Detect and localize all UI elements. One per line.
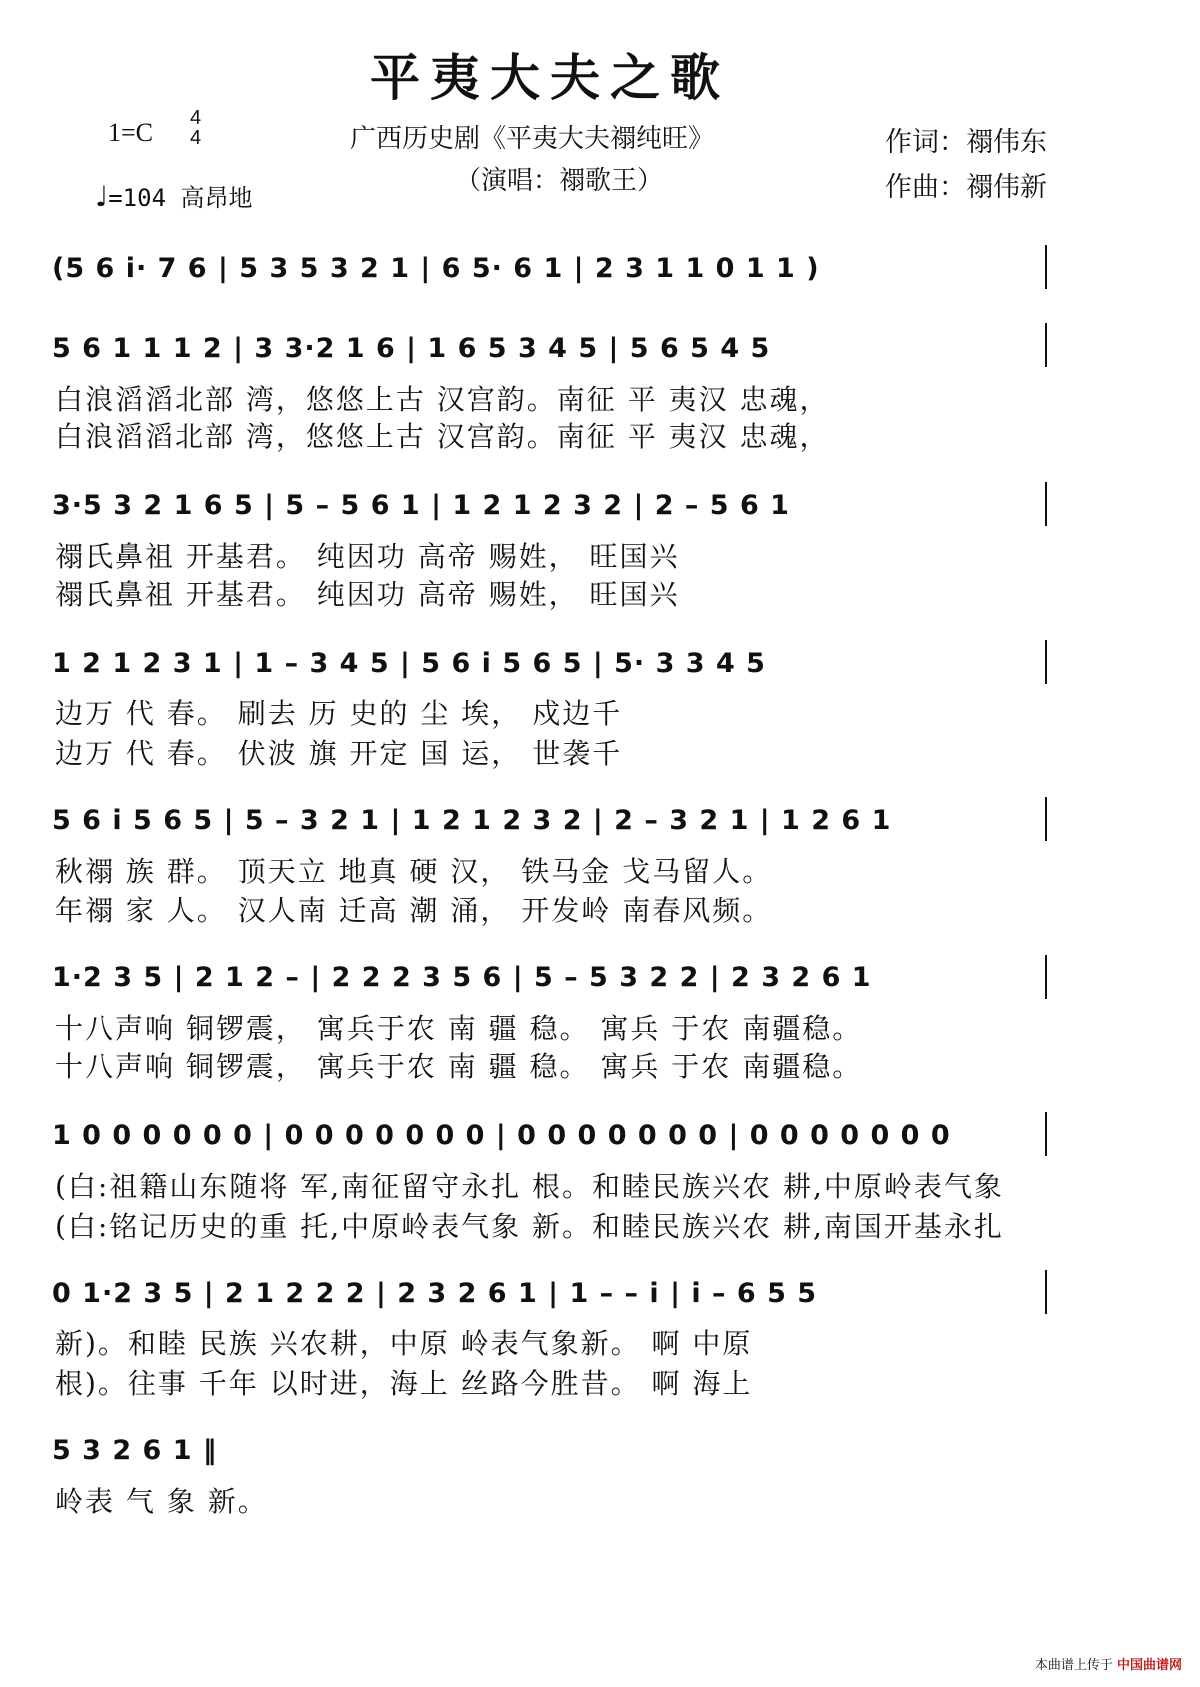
notation-line: 3·5 3 2 1 6 5 | 5 – 5 6 1 | 1 2 1 2 3 2 | 2 – 5 6 1 bbox=[52, 490, 790, 521]
notation-line: 1·2 3 5 | 2 1 2 – | 2 2 2 3 5 6 | 5 – 5 3 2 2 | 2 3 2 6 1 bbox=[52, 962, 872, 993]
notation-line: (5 6 i· 7 6 | 5 3 5 3 2 1 | 6 5· 6 1 | 2 3 1 1 0 1 1 ) bbox=[52, 253, 820, 284]
lyric-line: 白浪滔滔北部 湾，悠悠上古 汉宫韵。南征 平 夷汉 忠魂， bbox=[55, 383, 830, 416]
lyric-line: 秋禤 族 群。 顶天立 地真 硬 汉， 铁马金 戈马留人。 bbox=[55, 855, 773, 888]
lyric-line: 根)。往事 千年 以时进，海上 丝路今胜昔。 啊 海上 bbox=[55, 1367, 753, 1400]
notation-line: 5 6 1 1 1 2 | 3 3·2 1 6 | 1 6 5 3 4 5 | 5 6 5 4 5 bbox=[52, 333, 771, 364]
notation-line: 5 3 2 6 1 ‖ bbox=[52, 1435, 218, 1466]
tempo-marking bbox=[95, 178, 252, 213]
lyric-line: (白:铭记历史的重 托,中原岭表气象 新。和睦民族兴农 耕,南国开基永扎 bbox=[55, 1210, 1004, 1243]
singer-credit: （演唱：禤歌王） bbox=[455, 166, 664, 196]
upload-footer bbox=[1035, 1654, 1182, 1673]
tempo-style: 高昂地 bbox=[180, 184, 253, 212]
lyric-line: 边万 代 春。 刷去 历 史的 尘 埃， 戍边千 bbox=[55, 697, 623, 730]
subtitle: 广西历史剧《平夷大夫禤纯旺》 bbox=[350, 124, 715, 154]
bar-line bbox=[1045, 955, 1047, 999]
lyric-line: 禤氏鼻祖 开基君。 纯因功 高帝 赐姓， 旺国兴 bbox=[55, 578, 680, 611]
lyric-line: 白浪滔滔北部 湾，悠悠上古 汉宫韵。南征 平 夷汉 忠魂， bbox=[55, 420, 830, 453]
time-signature-bottom: 4 bbox=[190, 127, 202, 149]
footer-text: 本曲谱上传于 bbox=[1034, 1658, 1113, 1673]
quarter-note-icon: ♩ bbox=[95, 180, 109, 213]
composer-credit: 作曲：禤伟新 bbox=[885, 172, 1047, 203]
lyric-line: 禤氏鼻祖 开基君。 纯因功 高帝 赐姓， 旺国兴 bbox=[55, 540, 680, 573]
bar-line bbox=[1045, 323, 1047, 367]
time-signature bbox=[190, 108, 201, 148]
notation-line: 1 2 1 2 3 1 | 1 – 3 4 5 | 5 6 i 5 6 5 | 5· 3 3 4 5 bbox=[52, 648, 766, 679]
bar-line bbox=[1045, 1270, 1047, 1314]
lyric-line: 年禤 家 人。 汉人南 迁高 潮 涌， 开发岭 南春风频。 bbox=[55, 894, 773, 927]
tempo-value: =104 bbox=[108, 184, 167, 212]
lyric-line: 岭表 气 象 新。 bbox=[55, 1485, 268, 1518]
notation-line: 0 1·2 3 5 | 2 1 2 2 2 | 2 3 2 6 1 | 1 – – i | i – 6 5 5 bbox=[52, 1278, 818, 1309]
bar-line bbox=[1045, 245, 1047, 289]
bar-line bbox=[1045, 482, 1047, 526]
site-logo[interactable]: 中国曲谱网 bbox=[1116, 1658, 1182, 1673]
lyric-line: 边万 代 春。 伏波 旗 开定 国 运， 世袭千 bbox=[55, 737, 623, 770]
time-signature-top: 4 bbox=[190, 107, 202, 129]
lyricist-credit: 作词：禤伟东 bbox=[885, 127, 1047, 158]
key-signature: 1=C bbox=[108, 118, 154, 147]
bar-line bbox=[1045, 797, 1047, 841]
song-title: 平夷大夫之歌 bbox=[370, 48, 730, 107]
bar-line bbox=[1045, 640, 1047, 684]
lyric-line: 十八声响 铜锣震， 寓兵于农 南 疆 稳。 寓兵 于农 南疆稳。 bbox=[55, 1050, 863, 1083]
notation-line: 5 6 i 5 6 5 | 5 – 3 2 1 | 1 2 1 2 3 2 | 2 – 3 2 1 | 1 2 6 1 bbox=[52, 805, 892, 836]
notation-line: 1 0 0 0 0 0 0 | 0 0 0 0 0 0 0 | 0 0 0 0 0 0 0 | 0 0 0 0 0 0 0 bbox=[52, 1120, 951, 1151]
bar-line bbox=[1045, 1112, 1047, 1156]
lyric-line: 十八声响 铜锣震， 寓兵于农 南 疆 稳。 寓兵 于农 南疆稳。 bbox=[55, 1012, 863, 1045]
lyric-line: (白:祖籍山东随将 军,南征留守永扎 根。和睦民族兴农 耕,中原岭表气象 bbox=[55, 1170, 1004, 1203]
lyric-line: 新)。和睦 民族 兴农耕，中原 岭表气象新。 啊 中原 bbox=[55, 1327, 753, 1360]
